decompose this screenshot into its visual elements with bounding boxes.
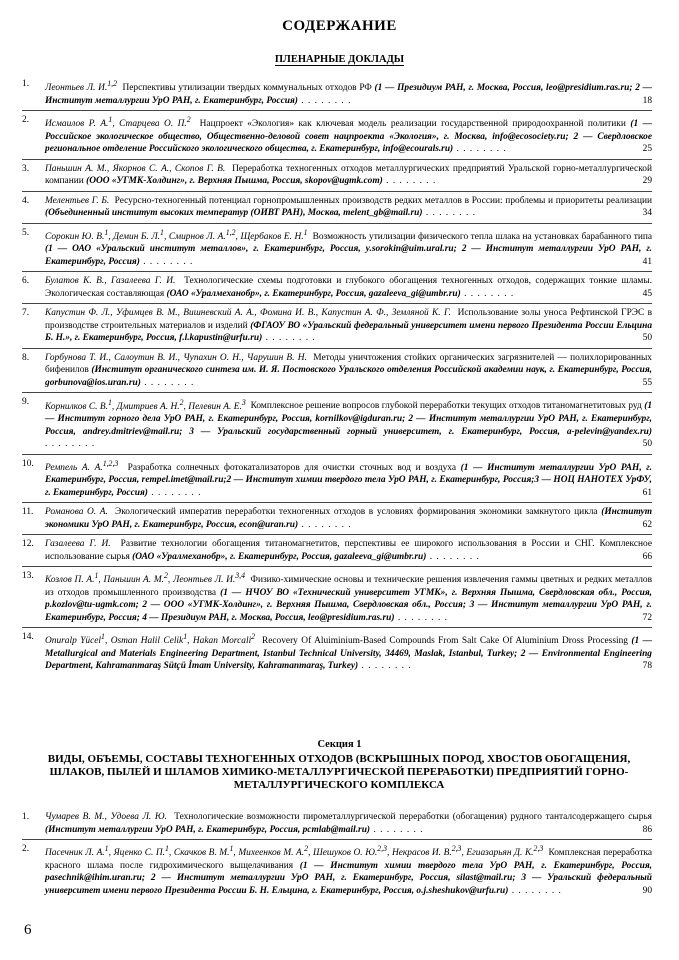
toc-entry-authors: Сорокин Ю. В.$^1$, Демин Б. Л.$^1$, Смирнов Л. А.$^{1,2}$, Щербаков Е. Н.$^1$ [45,227,308,242]
toc-entry-body [45,506,652,531]
toc-entry-title: Нацпроект «Экология» как ключевая модель реализации государственной природоохранной политики [199,119,626,130]
toc-entry [22,227,652,269]
toc-entry-title: Методы уничтожения стойких органических загрязнителей — полихлорированных бифенилов [45,352,652,376]
toc-divider [22,223,652,224]
toc-entry [22,275,652,300]
toc-entry-body [45,78,652,107]
toc-entry-number: 2. [22,844,30,854]
toc-entry-page: 86 [642,824,652,835]
toc-entry-body [45,163,652,188]
toc-entry-title: Использование золы уноса Рефтинской ГРЭС в производстве строительных материалов и изделий [45,308,653,331]
toc-entry-body [45,570,652,624]
toc-entry-page: 66 [642,551,652,562]
toc-entry-affiliation: (Институт органического синтеза им. И. Я. Постовского Уральского отделения Российской академии наук, г. Екатеринбург, Россия, gorbunova@ios.uran.ru) [45,365,653,388]
toc-divider [22,502,652,503]
toc-entry-page: 72 [642,612,652,623]
toc-entry [22,506,652,531]
toc-entry-page: 50 [642,333,652,344]
toc-entry-authors: Пасечник Л. А.$^1$, Яценко С. П.$^1$, Скачков В. М.$^1$, Михеенков М. А.$^2$, Шешуков О. Ю.$^{2,3}$, Некрасов И. В.$^{2,3}$, Егиазарьян Д. К.$^{2,3}$ [45,844,544,859]
plenary-toc-list [22,78,652,673]
toc-divider [22,566,652,567]
toc-entry [22,163,652,188]
toc-entry [22,307,652,345]
toc-entry-title: Экологический императив переработки техногенных отходов в условиях формирования экономики замкнутого цикла [115,507,598,518]
toc-entry-number: 12. [22,539,34,550]
toc-entry-number: 2. [22,115,30,126]
toc-entry-affiliation: (ООО «УГМК-Холдинг», г. Верхняя Пышма, Россия, skopov@ugmk.com) [86,176,383,187]
toc-entry-number: 1. [22,79,30,89]
toc-entry-number: 7. [22,308,30,319]
toc-divider [22,303,652,304]
toc-entry-leader: . . . . . . . . [262,333,316,344]
toc-entry-title: Комплексное решение вопросов глубокой переработки текущих отходов титаномагнетитовых руд [250,401,642,412]
toc-entry-title: Возможность утилизации физического тепла шлака на установках барабанного типа [312,231,653,242]
toc-entry-body [45,538,652,563]
toc-divider [22,191,652,192]
toc-entry-affiliation: (1 — НЧОУ ВО «Технический университет УГМК», г. Верхняя Пышма, Свердловская обл., Россия, p.kozlov@tu-ugmk.com; 2 — ООО «УГМК-Холдинг», г. Верхняя Пышма, Свердловская обл., Россия; 3 — Институт металлургии УрО РАН, г. Екатеринбург, Россия; 4 — Президиум РАН, г. Москва, Россия, leo@presidium.ras.ru) [45,587,652,623]
toc-entry-number: 8. [22,352,30,363]
toc-entry-title: Технологические возможности пирометаллургической переработки (обогащения) рудного танталсодержащего сырья [174,812,652,822]
toc-entry-title: Перспективы утилизации твердых коммунальных отходов РФ [122,83,372,94]
toc-divider [22,159,652,160]
toc-entry-leader: . . . . . . . . [147,487,202,498]
toc-entry-title: Recovery Of Aluiminium-Based Compounds From Salt Cake Of Aluminium Dross Processing [261,636,628,647]
toc-entry-body [45,352,652,390]
toc-entry-page: 34 [642,208,652,219]
toc-entry-leader: . . . . . . . . [382,176,437,187]
toc-entry-leader: . . . . . . . . [460,288,515,299]
toc-entry-title: Развитие технологии обогащения титаномагнетитов, перспективы ее широкого использования в России и СНГ. Комплексное использование сырья [45,539,652,562]
section1-toc-list [22,811,652,897]
toc-entry-page: 29 [642,176,652,187]
toc-entry-page: 41 [642,256,652,267]
toc-entry-page: 50 [642,439,652,449]
toc-entry-title: Разработка солнечных фотокатализаторов для очистки сточных вод и воздуха [127,462,457,473]
toc-entry-number: 11. [22,507,34,518]
toc-entry-authors: Романова О. А. [45,507,108,518]
toc-divider [22,110,652,111]
toc-entry-page: 78 [642,661,652,672]
toc-divider [22,348,652,349]
toc-entry-authors: Мелентьев Г. Б. [45,195,110,206]
toc-entry-authors: Козлов П. А.$^1$, Паньшин А. М.$^2$, Леонтьев Л. И.$^{3,4}$ [45,571,246,586]
toc-entry-affiliation: (1 — Институт горного дела УрО РАН, г. Екатеринбург, Россия, kornilkov@igduran.ru; 2 — Институт металлургии УрО РАН, г. Екатеринбург, Россия, andrey.dmitriev@mail.ru; 3 — Уральский государственный горный университет, г. Екатеринбург, Россия, a-pelevin@yandex.ru) [45,401,653,437]
toc-entry-body [45,396,652,450]
toc-entry-affiliation: (Институт экономики УрО РАН, г. Екатеринбург, Россия, econ@uran.ru) [45,507,653,530]
toc-entry-page: 18 [642,95,652,106]
toc-entry-authors: Onuralp Yücel$^1$, Osman Halil Celik$^1$, Hakan Morcali$^2$ [45,632,256,647]
toc-entry-title: Переработка техногенных отходов металлургических предприятий Уральской горно-металлургической компании [45,163,652,187]
toc-entry-leader: . . . . . . . . [139,256,194,267]
section1-label: Секция 1 [317,739,362,750]
toc-entry-number: 14. [22,632,34,643]
toc-entry-body [45,275,652,300]
toc-entry [22,114,652,156]
toc-entry-affiliation: (ОАО «Уралмеханобр», г. Екатеринбург, Россия, gazaleeva_gi@umbr.ru) [132,551,427,562]
toc-entry [22,570,652,624]
section1-title: ВИДЫ, ОБЪЕМЫ, СОСТАВЫ ТЕХНОГЕННЫХ ОТХОДОВ (ВСКРЫШНЫХ ПОРОД, ХВОСТОВ ОБОГАЩЕНИЯ, ШЛАКОВ, ПЫЛЕЙ И ШЛАМОВ ХИМИКО-МЕТАЛЛУРГИЧЕСКОЙ ПЕРЕРАБОТКИ) ПРЕДПРИЯТИЙ ГОРНО-МЕТАЛЛУРГИЧЕСКОГО КОМПЛЕКСА [47,753,631,791]
toc-entry-leader: . . . . . . . . [426,551,480,562]
toc-entry-number: 13. [22,571,34,582]
toc-entry-number: 4. [22,195,30,206]
toc-entry [22,538,652,563]
toc-entry-page: 62 [642,519,652,530]
section-heading-plenary [0,54,679,65]
toc-entry-affiliation: (1 — Российское экологическое общество, Общественно-деловой совет нацпроекта «Экология», г. Москва, info@ecosociety.ru; 2 — Свердловское региональное отделение Российского экологического общества, г. Екатеринбург, info@ecourals.ru) [45,119,653,155]
toc-entry-authors: Чумарев В. М., Удоева Л. Ю. [45,812,167,822]
toc-entry-leader: . . . . . . . . [453,144,507,155]
toc-entry-title: Технологические схемы подготовки и глубокого обогащения техногенных отходов, содержащих тонкие шламы. Экологическая составляющая [45,276,653,299]
toc-entry-body [45,631,652,673]
toc-entry-number: 1. [22,812,30,822]
toc-entry-number: 9. [22,397,30,408]
toc-entry-title: Комплексная переработка красного шлама после гидрохимического выщелачивания [45,848,653,871]
toc-entry-affiliation: (1 — ОАО «Уральский институт металлов», г. Екатеринбург, Россия, y.sorokin@uim.ural.ru; 2 — Институт металлургии УрО РАН, г. Екатеринбург, Россия) [45,244,652,267]
page-title: СОДЕРЖАНИЕ [282,18,397,34]
toc-entry-affiliation: (1 — Президиум РАН, г. Москва, Россия, leo@presidium.ras.ru; 2 — Институт металлургии УрО РАН, г. Екатеринбург, Россия) [45,83,652,106]
toc-entry-page: 55 [642,377,652,388]
toc-entry-authors: Паньшин А. М., Якорнов С. А., Скопов Г. В. [45,163,226,174]
toc-entry-authors: Леонтьев Л. И.$^{1,2}$ [45,79,118,94]
toc-entry-body [45,307,652,345]
toc-entry-affiliation: (Институт металлургии УрО РАН, г. Екатеринбург, Россия, pcmlab@mail.ru) [45,824,371,835]
toc-entry-affiliation: (ФГАОУ ВО «Уральский федеральный университет имени первого Президента России Ельцина Б. Н.», г. Екатеринбург, Россия, f.l.kapustin@urfu.ru) [45,320,653,344]
toc-entry-body [45,811,652,836]
toc-entry-affiliation: (1 — Институт химии твердого тела УрО РАН, г. Екатеринбург, Россия, pasechnik@ihim.uran.ru; 2 — Институт металлургии УрО РАН, г. Екатеринбург, Россия, silast@mail.ru; 3 — Уральский федеральный университет имени первого Президента России Б. Н. Ельцина, г. Екатеринбург, Россия, o.j.sheshukov@urfu.ru) [45,860,653,896]
toc-entry-affiliation: (1 — Институт металлургии УрО РАН, г. Екатеринбург, Россия, rempel.imet@mail.ru;2 — Институт химии твердого тела УрО РАН, г. Екатеринбург, Россия;3 — НОЦ НАНОТЕХ УрФУ, г. Екатеринбург, Россия) [45,462,652,498]
toc-entry-leader: . . . . . . . . [422,208,476,219]
toc-entry-body [45,458,652,500]
toc-entry [22,396,652,450]
toc-entry-leader: . . . . . . . . [508,885,562,896]
toc-divider [22,392,652,393]
toc-entry-page: 25 [642,144,652,155]
toc-entry-authors: Капустин Ф. Л., Уфимцев В. М., Вишневский А. А., Фомина И. В., Капустин А. Ф., Земляной К. Г. [45,308,451,319]
toc-entry [22,352,652,390]
toc-entry-affiliation: (Объединенный институт высоких температур (ОИВТ РАН), Москва, melent_gb@mail.ru) [45,208,423,219]
toc-divider [22,627,652,628]
toc-entry-leader: . . . . . . . . [297,95,352,106]
toc-entry [22,195,652,220]
toc-entry-leader: . . . . . . . . [140,377,195,388]
toc-entry-number: 10. [22,458,34,469]
toc-entry [22,811,652,836]
toc-entry-authors: Ремпель А. А.$^{1,2,3}$ [45,458,119,473]
toc-entry-body [45,114,652,156]
toc-entry [22,78,652,107]
toc-entry-number: 5. [22,227,30,238]
toc-entry-authors: Газалеева Г. И. [45,539,111,550]
toc-divider [22,534,652,535]
toc-entry-body [45,195,652,220]
toc-entry-body [45,227,652,269]
toc-entry-page: 61 [642,487,652,498]
toc-entry-leader: . . . . . . . . [45,439,96,449]
toc-entry [22,458,652,500]
toc-entry-title: Физико-химические основы и технические решения извлечения гаммы цветных и редких металлов из отходов промышленного производства [45,575,653,598]
toc-entry-affiliation: (1 — Metallurgical and Materials Engineering Department, Istanbul Technical University, 34469, Maslak, Istanbul, Turkey; 2 — Environmental Engineering Department, Kahramanmaraş Sütçü İmam University, Kahramanmaraş, Turkey) [45,636,653,672]
toc-entry-authors: Горбунова Т. И., Салоутин В. И., Чупахин О. Н., Чарушин В. Н. [45,352,307,363]
toc-entry-leader: . . . . . . . . [358,661,412,672]
toc-entry-page: 90 [642,885,652,896]
toc-divider [22,271,652,272]
toc-entry-number: 3. [22,163,30,174]
toc-entry [22,843,652,897]
toc-entry-leader: . . . . . . . . [370,824,424,835]
toc-entry-authors: Булатов К. В., Газалеева Г. И. [45,276,176,287]
toc-entry-authors: Исмаилов Р. А.$^1$, Старцева О. П.$^2$ [45,115,191,130]
toc-entry-leader: . . . . . . . . [394,612,448,623]
toc-entry-number: 6. [22,276,30,287]
toc-entry-page: 45 [642,288,652,299]
toc-divider [22,839,652,840]
toc-entry-affiliation: (ОАО «Уралмеханобр», г. Екатеринбург, Россия, gazaleeva_gi@umbr.ru) [166,288,461,299]
toc-entry-authors: Корнилков С. В.$^1$, Дмитриев А. Н.$^2$, Пелевин А. Е.$^3$ [45,397,246,412]
page-number: 6 [24,922,32,938]
toc-entry [22,631,652,673]
section-heading-plenary-text: ПЛЕНАРНЫЕ ДОКЛАДЫ [274,54,405,65]
toc-entry-body [45,843,652,897]
toc-entry-leader: . . . . . . . . [298,519,352,530]
toc-divider [22,454,652,455]
toc-entry-title: Ресурсно-техногенный потенциал горнопромышленных производств редких металлов в России: проблемы и приоритеты реализации [114,195,653,206]
